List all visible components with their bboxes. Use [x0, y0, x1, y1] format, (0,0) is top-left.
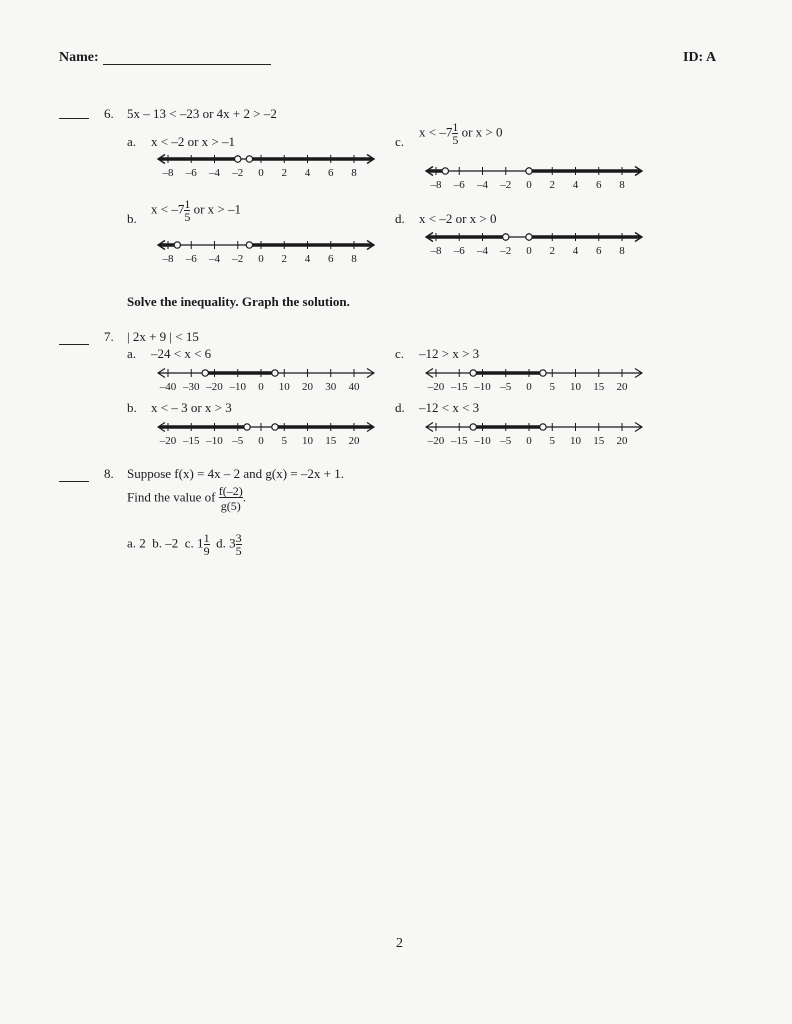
open-endpoint	[246, 156, 252, 162]
tick-label: 0	[526, 381, 532, 393]
q8-line1: Suppose f(x) = 4x – 2 and g(x) = –2x + 1.	[127, 466, 344, 481]
tick-label: 15	[325, 435, 337, 447]
open-endpoint	[202, 370, 208, 376]
page-number: 2	[396, 936, 403, 951]
answer-blank-q8[interactable]	[59, 481, 89, 482]
tick-label: 5	[281, 435, 287, 447]
q7-option-d-text: –12 < x < 3	[419, 400, 480, 415]
tick-label: –15	[183, 435, 200, 447]
section-instruction: Solve the inequality. Graph the solution.	[127, 294, 350, 309]
open-endpoint	[272, 424, 278, 430]
tick-label: –2	[500, 179, 512, 191]
tick-label: 0	[526, 435, 532, 447]
tick-label: –6	[453, 179, 465, 191]
tick-label: 10	[570, 381, 581, 393]
tick-label: 4	[572, 179, 579, 191]
q7-number: 7.	[104, 329, 114, 344]
q8-line2-after: .	[242, 489, 246, 505]
open-endpoint	[526, 168, 532, 174]
tick-label: 4	[304, 167, 311, 179]
tick-label: –10	[206, 435, 223, 447]
q6-option-b-letter: b.	[127, 211, 137, 226]
tick-label: 8	[619, 179, 625, 191]
tick-label: –5	[232, 435, 244, 447]
q6-a-number-line	[148, 150, 384, 186]
tick-label: –8	[162, 253, 174, 265]
tick-label: –8	[162, 167, 174, 179]
tick-label: 8	[619, 245, 625, 257]
tick-label: 20	[616, 435, 628, 447]
tick-label: 0	[258, 381, 264, 393]
tick-label: –2	[232, 167, 244, 179]
q8-answer-d-whole: d. 3	[216, 535, 236, 551]
tick-label: –6	[185, 167, 197, 179]
q8-frac-num: f(–2)	[218, 484, 243, 498]
q7-option-a-text: –24 < x < 6	[151, 346, 212, 361]
q7-option-b-letter: b.	[127, 400, 137, 415]
open-endpoint	[526, 234, 532, 240]
tick-label: 20	[348, 435, 360, 447]
tick-label: 0	[526, 179, 532, 191]
q8-c-den: 9	[203, 544, 210, 558]
q6-c-frac-den: 5	[452, 133, 459, 147]
tick-label: 20	[616, 381, 628, 393]
tick-label: –20	[427, 435, 445, 447]
tick-label: 0	[526, 245, 532, 257]
tick-label: –6	[185, 253, 197, 265]
open-endpoint	[470, 370, 476, 376]
open-endpoint	[272, 370, 278, 376]
q6-b-text-before: x < –7	[151, 201, 185, 217]
open-endpoint	[246, 242, 252, 248]
q6-option-a-letter: a.	[127, 134, 137, 149]
q8-answer-b: b. –2	[152, 535, 179, 551]
q8-line2	[127, 485, 246, 512]
answer-blank-q7[interactable]	[59, 344, 89, 345]
open-endpoint	[244, 424, 250, 430]
tick-label: –8	[430, 179, 442, 191]
tick-label: 0	[258, 435, 264, 447]
tick-label: 8	[351, 253, 357, 265]
tick-label: 10	[570, 435, 581, 447]
q7-option-d-letter: d.	[395, 400, 405, 415]
tick-label: 40	[348, 381, 360, 393]
tick-label: –2	[232, 253, 244, 265]
open-endpoint	[540, 370, 546, 376]
q8-d-num: 3	[235, 531, 242, 545]
q8-c-num: 1	[203, 531, 210, 545]
tick-label: 6	[596, 179, 602, 191]
tick-label: 2	[281, 253, 287, 265]
id-label: ID: A	[683, 50, 717, 65]
q6-option-d-text: x < –2 or x > 0	[419, 211, 497, 226]
tick-label: 30	[325, 381, 337, 393]
q6-d-number-line	[416, 228, 652, 264]
q8-d-den: 5	[235, 544, 242, 558]
q7-option-c-letter: c.	[395, 346, 405, 361]
q6-option-a-text: x < –2 or x > –1	[151, 134, 235, 149]
tick-label: –20	[159, 435, 177, 447]
q8-answer-a: a. 2	[127, 535, 146, 551]
q8-answers	[127, 532, 242, 557]
q7-prompt: | 2x + 9 | < 15	[127, 329, 199, 344]
q7-a-number-line	[148, 364, 384, 396]
tick-label: –40	[159, 381, 177, 393]
q6-c-frac-num: 1	[452, 120, 459, 134]
tick-label: –5	[500, 381, 512, 393]
tick-label: 5	[549, 381, 555, 393]
tick-label: –8	[430, 245, 442, 257]
q6-b-frac-den: 5	[184, 210, 191, 224]
q7-c-number-line	[416, 364, 652, 396]
q6-c-text-after: or x > 0	[458, 124, 503, 140]
tick-label: –5	[500, 435, 512, 447]
tick-label: 4	[304, 253, 311, 265]
tick-label: 2	[281, 167, 287, 179]
tick-label: 15	[593, 381, 605, 393]
q6-prompt: 5x – 13 < –23 or 4x + 2 > –2	[127, 106, 277, 121]
open-endpoint	[470, 424, 476, 430]
tick-label: –15	[451, 381, 468, 393]
q6-b-frac-num: 1	[184, 197, 191, 211]
open-endpoint	[540, 424, 546, 430]
tick-label: 6	[328, 253, 334, 265]
tick-label: 15	[593, 435, 605, 447]
q7-d-number-line	[416, 418, 652, 450]
q6-option-b-text	[151, 198, 241, 223]
open-endpoint	[235, 156, 241, 162]
tick-label: –4	[209, 167, 220, 179]
q8-number: 8.	[104, 466, 114, 481]
tick-label: –15	[451, 435, 468, 447]
open-endpoint	[503, 234, 509, 240]
q6-c-number-line	[416, 162, 652, 198]
tick-label: 0	[258, 167, 264, 179]
q7-option-a-letter: a.	[127, 346, 137, 361]
tick-label: –20	[427, 381, 445, 393]
tick-label: 10	[302, 435, 313, 447]
tick-label: 4	[572, 245, 579, 257]
tick-label: 6	[328, 167, 334, 179]
tick-label: –4	[209, 253, 220, 265]
q6-b-text-after: or x > –1	[190, 201, 242, 217]
q8-fraction	[219, 485, 243, 512]
tick-label: 0	[258, 253, 264, 265]
q6-option-d-letter: d.	[395, 211, 405, 226]
answer-blank-q6[interactable]	[59, 118, 89, 119]
tick-label: 2	[549, 245, 555, 257]
q8-answer-c-fraction	[204, 532, 210, 557]
q6-number: 6.	[104, 106, 114, 121]
name-label: Name:	[59, 50, 99, 65]
tick-label: 6	[596, 245, 602, 257]
tick-label: –20	[206, 381, 223, 393]
q6-option-c-text	[419, 121, 503, 146]
q6-b-number-line	[148, 236, 384, 272]
tick-label: –10	[229, 381, 246, 393]
q8-line2-before: Find the value of	[127, 489, 219, 505]
tick-label: –6	[453, 245, 465, 257]
name-field-line[interactable]	[103, 64, 271, 65]
tick-label: –10	[474, 381, 491, 393]
q8-answer-d-fraction	[236, 532, 242, 557]
tick-label: 20	[302, 381, 313, 393]
tick-label: –2	[500, 245, 512, 257]
q8-frac-den: g(5)	[220, 499, 241, 513]
tick-label: –30	[183, 381, 200, 393]
q6-c-text-before: x < –7	[419, 124, 453, 140]
q7-option-b-text: x < – 3 or x > 3	[151, 400, 232, 415]
open-endpoint	[442, 168, 448, 174]
tick-label: 10	[278, 381, 290, 393]
q8-answer-c-whole: c. 1	[184, 535, 204, 551]
q7-option-c-text: –12 > x > 3	[419, 346, 480, 361]
q6-option-c-letter: c.	[395, 134, 405, 149]
tick-label: 5	[549, 435, 555, 447]
tick-label: 8	[351, 167, 357, 179]
tick-label: –10	[474, 435, 491, 447]
open-endpoint	[174, 242, 180, 248]
tick-label: –4	[477, 179, 488, 191]
tick-label: 2	[549, 179, 555, 191]
tick-label: –4	[477, 245, 488, 257]
q7-b-number-line	[148, 418, 384, 450]
